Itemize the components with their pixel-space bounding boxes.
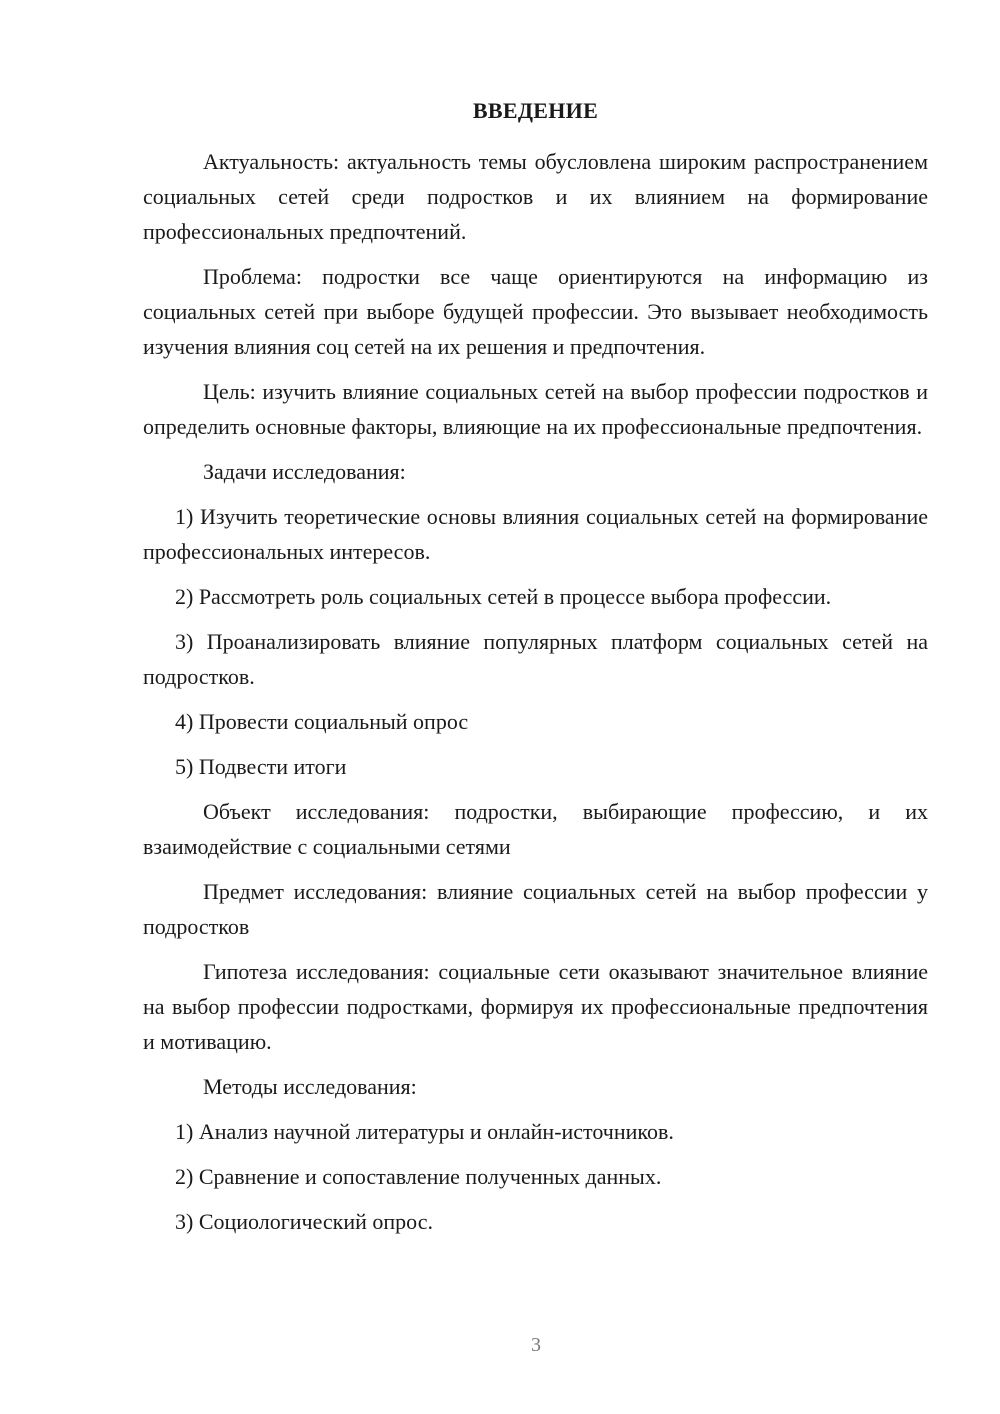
list-item: 1) Анализ научной литературы и онлайн-источников. [175,1119,674,1144]
list-item: 2) Рассмотреть роль социальных сетей в процессе выбора профессии. [175,584,832,609]
list-item: 1) Изучить теоретические основы влияния социальных сетей на формирование профессиональных интересов. [143,504,928,564]
paragraph-object: Объект исследования: подростки, выбирающие профессию, и их взаимодействие с социальными сетями [143,799,928,859]
paragraph-hypothesis: Гипотеза исследования: социальные сети оказывают значительное влияние на выбор профессии подростками, формируя их профессиональные предпочтения и мотивацию. [143,959,928,1054]
page-number: 3 [531,1334,541,1356]
paragraph-goal: Цель: изучить влияние социальных сетей на выбор профессии подростков и определить основные факторы, влияющие на их профессиональные предпочтения. [143,379,928,439]
list-item: 5) Подвести итоги [175,754,347,779]
list-item: 3) Социологический опрос. [175,1209,433,1234]
document-page [143,96,928,1249]
methods-title: Методы исследования: [203,1074,417,1099]
list-item: 4) Провести социальный опрос [175,709,469,734]
list-item: 2) Сравнение и сопоставление полученных данных. [175,1164,662,1189]
paragraph-subject: Предмет исследования: влияние социальных сетей на выбор профессии у подростков [143,879,928,939]
paragraph-relevance: Актуальность: актуальность темы обусловлена широким распространением социальных сетей среди подростков и их влиянием на формирование профессиональных предпочтений. [143,149,928,244]
list-item: 3) Проанализировать влияние популярных платформ социальных сетей на подростков. [143,629,928,689]
page-title: ВВЕДЕНИЕ [472,98,599,123]
tasks-title: Задачи исследования: [203,459,406,484]
paragraph-problem: Проблема: подростки все чаще ориентируются на информацию из социальных сетей при выборе будущей профессии. Это вызывает необходимость изучения влияния соц сетей на их решения и предпочтения. [143,264,928,359]
